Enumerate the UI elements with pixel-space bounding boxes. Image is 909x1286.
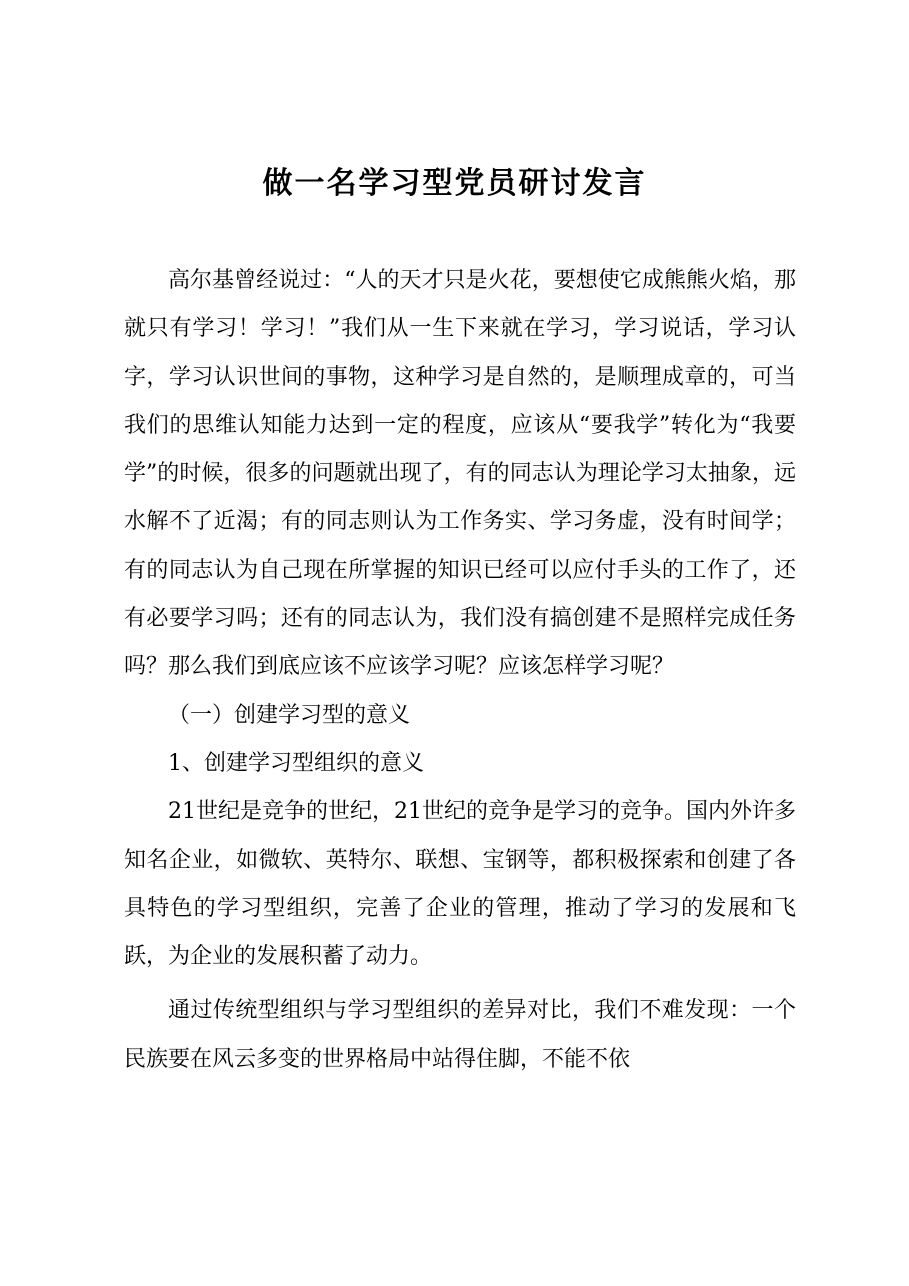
- document-body: [124, 257, 796, 1084]
- paragraph-comparison: 通过传统型组织与学习型组织的差异对比，我们不难发现：一个民族要在风云多变的世界格局中站得住脚，不能不依: [124, 998, 796, 1072]
- document-title: 做一名学习型党员研讨发言: [262, 166, 647, 201]
- paragraph-21st-century: 21世纪是竞争的世纪，21世纪的竞争是学习的竞争。国内外许多知名企业，如微软、英特尔、联想、宝钢等，都积极探索和创建了各具特色的学习型组织，完善了企业的管理，推动了学习的发展和飞跃，为企业的发展积蓄了动力。: [124, 799, 796, 970]
- subsection-heading-1: 1、创建学习型组织的意义: [168, 750, 424, 776]
- section-heading-1: （一）创建学习型的意义: [168, 702, 411, 728]
- paragraph-intro: 高尔基曾经说过：“人的天才只是火花，要想使它成熊熊火焰，那就只有学习！学习！”我们从一生下来就在学习，学习说话，学习认字，学习认识世间的事物，这种学习是自然的，是顺理成章的，可当我们的思维认知能力达到一定的程度，应该从“要我学”转化为“我要学”的时候，很多的问题就出现了，有的同志认为理论学习太抽象，远水解不了近渴；有的同志则认为工作务实、学习务虚，没有时间学；有的同志认为自己现在所掌握的知识已经可以应付手头的工作了，还有必要学习吗；还有的同志认为，我们没有搞创建不是照样完成任务吗？那么我们到底应该不应该学习呢？应该怎样学习呢？: [124, 268, 796, 680]
